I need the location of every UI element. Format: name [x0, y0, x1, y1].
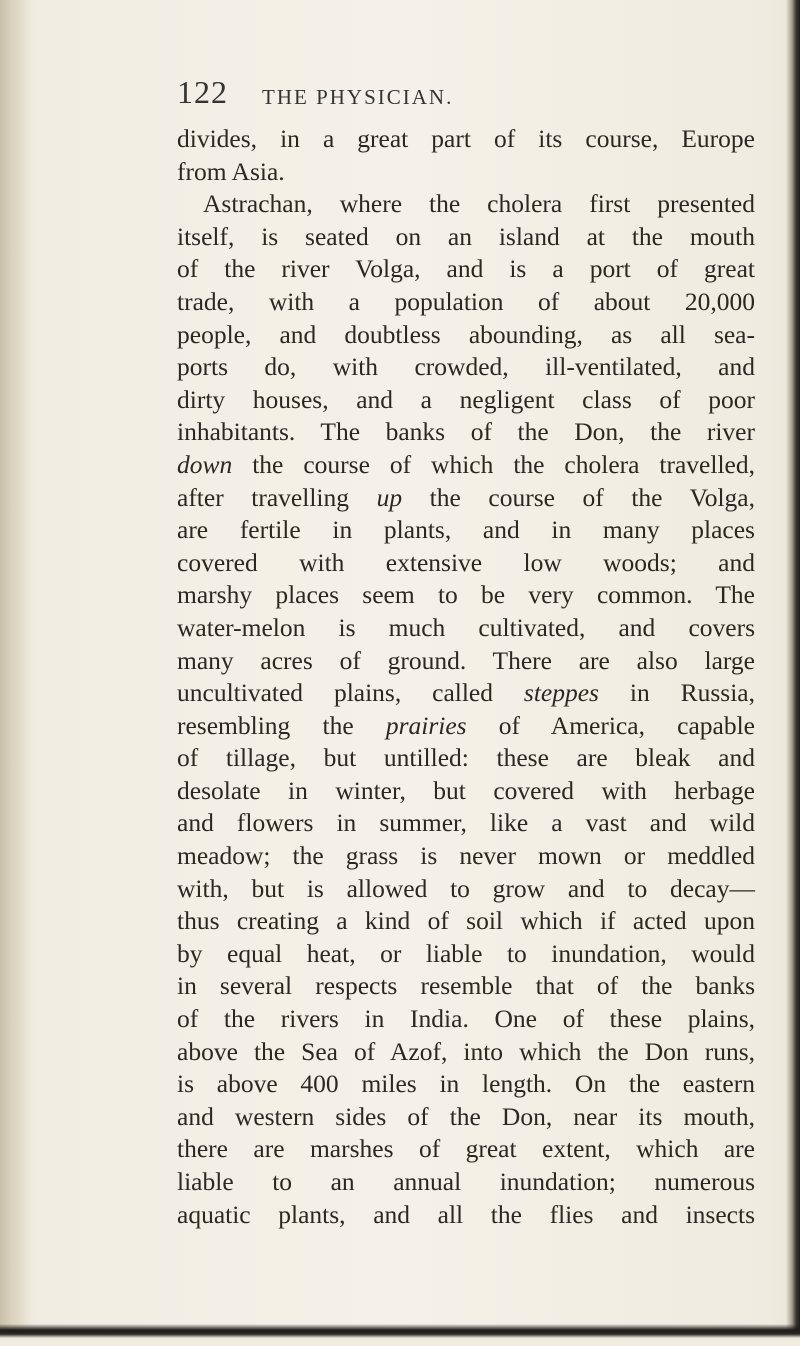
running-head: THE PHYSICIAN.: [262, 85, 454, 109]
text-line: [177, 742, 755, 775]
text-run: there are marshes of great extent, which are: [177, 1134, 755, 1164]
italic-word: prairies: [385, 710, 467, 740]
text-line: [177, 807, 755, 840]
text-run: divides, in a great part of its course, Europe: [177, 124, 755, 153]
page-right-edge: [786, 0, 800, 1346]
text-line: [177, 1166, 755, 1199]
text-run: of the rivers in India. One of these plains,: [177, 1004, 755, 1034]
text-line: [177, 612, 755, 645]
text-run: many acres of ground. There are also large: [177, 645, 755, 675]
text-line: [177, 416, 755, 449]
text-line: [177, 1003, 755, 1036]
text-line: [177, 1036, 755, 1069]
text-run: from Asia.: [177, 156, 285, 186]
text-line: [177, 1199, 755, 1232]
text-line: [177, 482, 755, 515]
text-line: [177, 319, 755, 352]
page-binding-shadow: [0, 0, 30, 1346]
text-run: inhabitants. The banks of the Don, the river: [177, 417, 755, 447]
text-line: [177, 905, 755, 938]
text-run: ports do, with crowded, ill-ventilated, and: [177, 352, 755, 382]
text-line: [177, 156, 755, 189]
text-line: [177, 286, 755, 319]
text-run: water-melon is much cultivated, and covers: [177, 612, 755, 642]
text-run: of tillage, but untilled: these are bleak and: [177, 743, 755, 773]
italic-word: up: [376, 482, 403, 512]
text-run: by equal heat, or liable to inundation, would: [177, 938, 755, 968]
text-line: [177, 1101, 755, 1134]
page-header: [177, 74, 777, 124]
text-run: marshy places seem to be very common. The: [177, 580, 755, 610]
text-line: [177, 710, 755, 743]
text-run: the course of the Volga,: [402, 482, 756, 512]
text-line: [177, 970, 755, 1003]
text-line: [177, 938, 755, 971]
text-run: and western sides of the Don, near its mouth,: [177, 1101, 755, 1131]
text-run: in Russia,: [598, 678, 756, 708]
text-run: are fertile in plants, and in many places: [177, 515, 755, 545]
text-line: [177, 514, 755, 547]
text-line: [177, 645, 755, 678]
text-run: of America, capable: [466, 710, 755, 740]
text-run: dirty houses, and a negligent class of poor: [177, 384, 755, 414]
text-line: [177, 579, 755, 612]
text-line: [177, 677, 755, 710]
text-run: after travelling: [177, 482, 377, 512]
text-line: [177, 449, 755, 482]
text-run: is above 400 miles in length. On the eastern: [177, 1069, 755, 1099]
text-run: Astrachan, where the cholera first presented: [203, 189, 755, 219]
body-text: [177, 123, 755, 1231]
text-line: [177, 253, 755, 286]
italic-word: down: [177, 449, 233, 479]
text-run: in several respects resemble that of the banks: [177, 971, 755, 1001]
text-run: meadow; the grass is never mown or meddled: [177, 841, 755, 871]
text-run: aquatic plants, and all the flies and insects: [177, 1199, 755, 1229]
text-run: desolate in winter, but covered with herbage: [177, 775, 755, 805]
text-run: thus creating a kind of soil which if acted upon: [177, 906, 755, 936]
text-line: [177, 384, 755, 417]
text-line: [177, 1133, 755, 1166]
text-run: the course of which the cholera travelled,: [232, 449, 755, 479]
text-run: trade, with a population of about 20,000: [177, 286, 755, 316]
text-line: [177, 873, 755, 906]
text-run: people, and doubtless abounding, as all sea-: [177, 319, 755, 349]
text-line: [177, 547, 755, 580]
text-line: [177, 775, 755, 808]
text-run: resembling the: [177, 710, 386, 740]
text-run: covered with extensive low woods; and: [177, 547, 755, 577]
page-bottom-edge: [0, 1324, 800, 1346]
text-run: with, but is allowed to grow and to decay—: [177, 873, 755, 903]
text-run: above the Sea of Azof, into which the Don runs,: [177, 1036, 755, 1066]
text-line: [177, 188, 755, 221]
text-line: [177, 123, 755, 156]
page-number: 122: [177, 74, 228, 110]
text-line: [177, 221, 755, 254]
text-run: itself, is seated on an island at the mouth: [177, 221, 755, 251]
text-run: liable to an annual inundation; numerous: [177, 1167, 755, 1196]
italic-word: steppes: [523, 678, 599, 708]
text-run: uncultivated plains, called: [177, 678, 524, 708]
text-run: and flowers in summer, like a vast and wild: [177, 808, 755, 838]
text-line: [177, 840, 755, 873]
text-line: [177, 1068, 755, 1101]
text-run: of the river Volga, and is a port of great: [177, 254, 755, 284]
text-line: [177, 351, 755, 384]
